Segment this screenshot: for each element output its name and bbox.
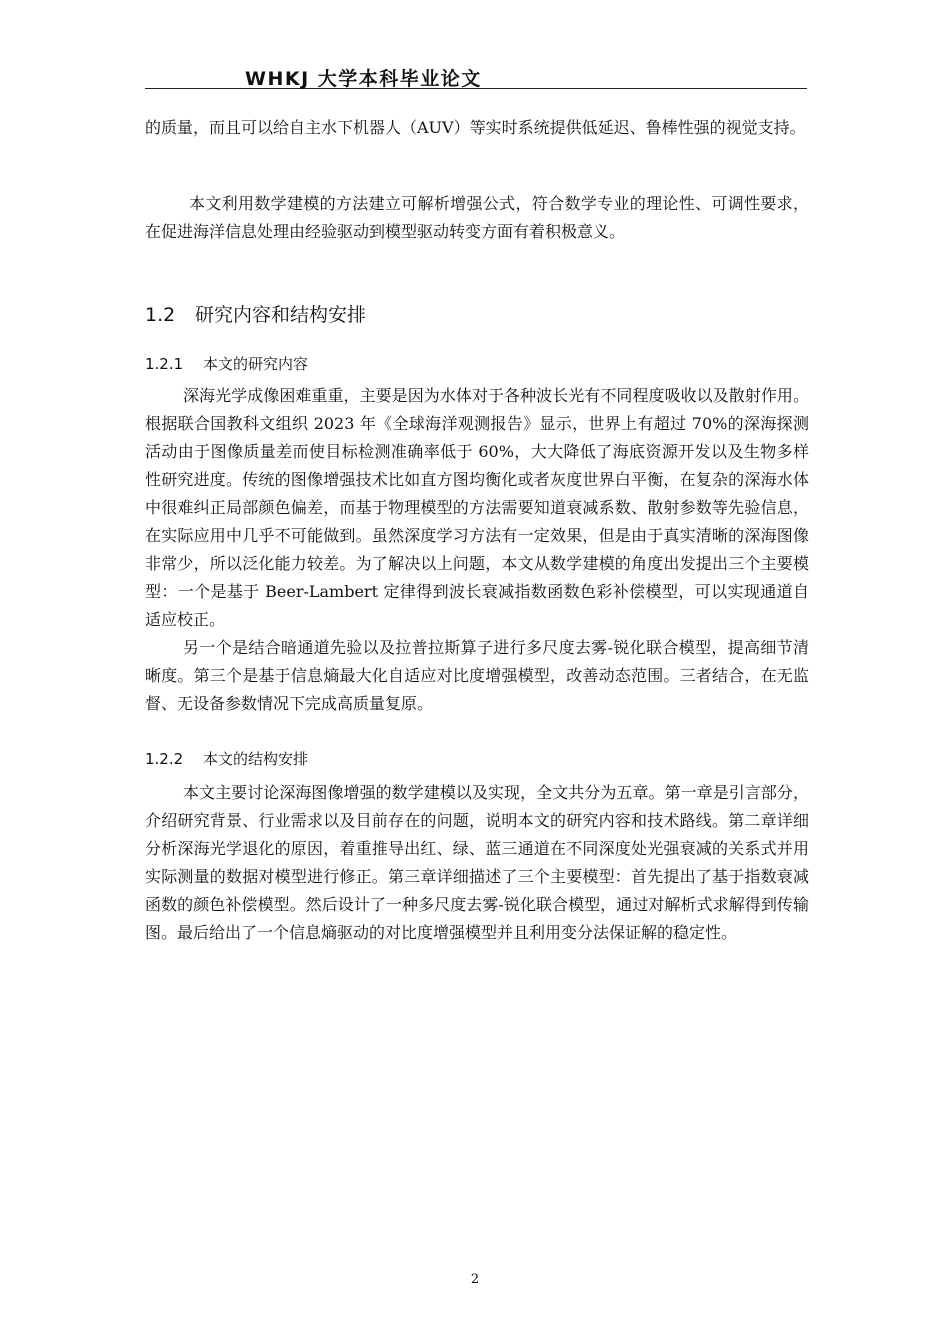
research-paragraph-2: 另一个是结合暗通道先验以及拉普拉斯算子进行多尺度去雾-锐化联合模型，提高细节清晰度。第三个是基于信息熵最大化自适应对比度增强模型，改善动态范围。三者结合，在无监督、无设备参数情况下完成高质量复原。 xyxy=(145,638,809,713)
subsection-number: 1.2.1 xyxy=(145,355,184,373)
intro-block xyxy=(145,190,809,246)
subsection-number: 1.2.2 xyxy=(145,750,184,768)
intro-paragraph-1: 的质量，而且可以给自主水下机器人（AUV）等实时系统提供低延迟、鲁棒性强的视觉支持。 xyxy=(145,118,806,137)
page-header xyxy=(145,62,807,89)
research-paragraph-1: 深海光学成像困难重重，主要是因为水体对于各种波长光有不同程度吸收以及散射作用。根据联合国教科文组织 2023 年《全球海洋观测报告》显示，世界上有超过 70%的深海探测活动由于图像质量差而使目标检测准确率低于 60%，大大降低了海底资源开发以及生物多样性研究进度。传统的图像增强技术比如直方图均衡化或者灰度世界白平衡，在复杂的深海水体中很难纠正局部颜色偏差，而基于物理模型的方法需要知道衰减系数、散射参数等先验信息，在实际应用中几乎不可能做到。虽然深度学习方法有一定效果，但是由于真实清晰的深海图像非常少，所以泛化能力较差。为了解决以上问题，本文从数学建模的角度出发提出三个主要模型：一个是基于 Beer-Lambert 定律得到波长衰减指数函数色彩补偿模型，可以实现通道自适应校正。 xyxy=(145,386,809,629)
subsection-title: 本文的研究内容 xyxy=(203,355,309,373)
structure-block xyxy=(145,779,809,947)
section-title: 研究内容和结构安排 xyxy=(195,304,367,326)
page-number: 2 xyxy=(470,1272,480,1287)
subsection-title: 本文的结构安排 xyxy=(203,750,309,768)
header-title: WHKJ 大学本科毕业论文 xyxy=(245,68,482,90)
intro-paragraph-2: 本文利用数学建模的方法建立可解析增强公式，符合数学专业的理论性、可调性要求，在促进海洋信息处理由经验驱动到模型驱动转变方面有着积极意义。 xyxy=(145,194,809,241)
subsection-heading-1-2-2 xyxy=(145,748,308,769)
subsection-heading-1-2-1 xyxy=(145,353,308,374)
section-heading-1-2 xyxy=(145,300,366,327)
research-content-block xyxy=(145,382,809,718)
section-number: 1.2 xyxy=(145,304,176,326)
structure-paragraph-1: 本文主要讨论深海图像增强的数学建模以及实现，全文共分为五章。第一章是引言部分，介绍研究背景、行业需求以及目前存在的问题，说明本文的研究内容和技术路线。第二章详细分析深海光学退化的原因，着重推导出红、绿、蓝三通道在不同深度处光强衰减的关系式并用实际测量的数据对模型进行修正。第三章详细描述了三个主要模型：首先提出了基于指数衰减函数的颜色补偿模型。然后设计了一种多尺度去雾-锐化联合模型，通过对解析式求解得到传输图。最后给出了一个信息熵驱动的对比度增强模型并且利用变分法保证解的稳定性。 xyxy=(145,783,809,942)
intro-continuation xyxy=(145,114,809,142)
